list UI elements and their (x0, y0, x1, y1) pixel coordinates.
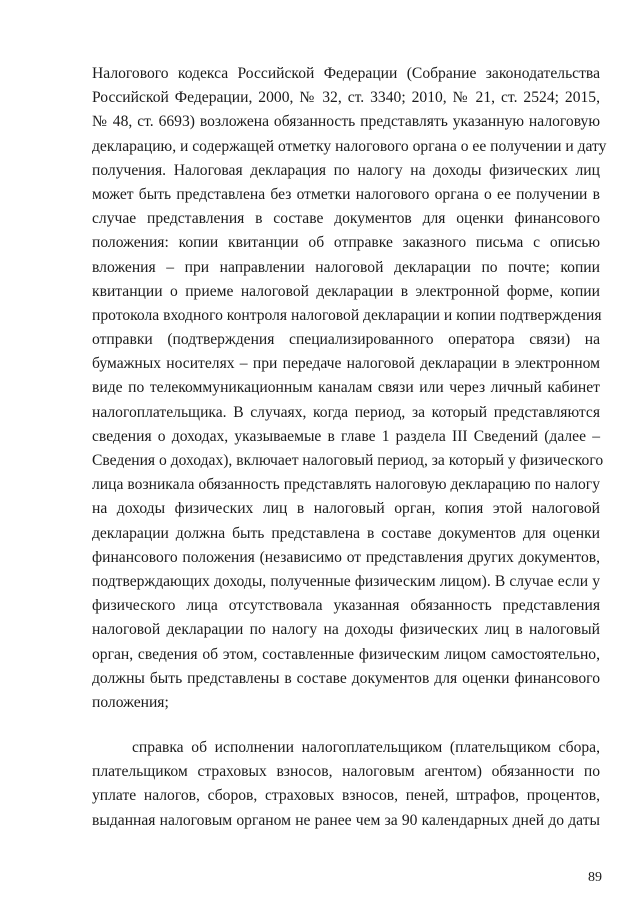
text-line: положения; (92, 693, 169, 711)
text-line: налоговой декларации по налогу на доходы физических лиц в налоговый (92, 621, 600, 639)
text-line: выданная налоговым органом не ранее чем за 90 календарных дней до даты (92, 811, 600, 829)
text-line: виде по телекоммуникационным каналам связи или через личный кабинет (92, 379, 600, 397)
text-line: протокола входного контроля налоговой декларации и копии подтверждения (92, 306, 602, 324)
text-line: уплате налогов, сборов, страховых взносов, пеней, штрафов, процентов, (92, 787, 600, 805)
text-line: Налогового кодекса Российской Федерации (Собрание законодательства (92, 65, 600, 82)
text-line: декларацию, и содержащей отметку налогового органа о ее получении и дату (92, 137, 607, 155)
text-line: плательщиком страховых взносов, налоговым агентом) обязанности по (92, 763, 600, 781)
text-line: может быть представлена без отметки налогового органа о ее получении в (92, 185, 600, 203)
page-number: 89 (588, 870, 602, 885)
text-line: бумажных носителях – при передаче налоговой декларации в электронном (92, 355, 600, 373)
text-line: положения: копии квитанции об отправке заказного письма с описью (92, 234, 600, 252)
text-line: квитанции о приеме налоговой декларации в электронной форме, копии (92, 282, 600, 300)
text-line: получения. Налоговая декларация по налогу на доходы физических лиц (92, 161, 600, 179)
text-line: № 48, ст. 6693) возложена обязанность представлять указанную налоговую (92, 113, 600, 131)
text-line: случае представления в составе документов для оценки финансового (92, 210, 600, 228)
text-line: подтверждающих доходы, полученные физическим лицом). В случае если у (92, 572, 600, 590)
text-line: на доходы физических лиц в налоговый орган, копия этой налоговой (92, 500, 600, 518)
paragraph-tax-certificate (92, 736, 600, 833)
text-line: орган, сведения об этом, составленные физическим лицом самостоятельно, (92, 645, 600, 663)
text-line: Российской Федерации, 2000, № 32, ст. 3340; 2010, № 21, ст. 2524; 2015, (92, 89, 600, 107)
text-line: финансового положения (независимо от представления других документов, (92, 548, 600, 566)
text-line: лица возникала обязанность представлять налоговую декларацию по налогу (92, 476, 600, 494)
paragraph-continued (92, 62, 607, 715)
text-line: вложения – при направлении налоговой декларации по почте; копии (92, 258, 600, 276)
text-line: должны быть представлены в составе документов для оценки финансового (92, 669, 600, 687)
text-line: налогоплательщика. В случаях, когда период, за который представляются (92, 403, 600, 421)
text-line: отправки (подтверждения специализированного оператора связи) на (92, 331, 600, 349)
text-line: сведения о доходах, указываемые в главе 1 раздела III Сведений (далее – (92, 427, 600, 445)
text-line: справка об исполнении налогоплательщиком (плательщиком сбора, (132, 739, 600, 756)
text-line: декларации должна быть представлена в составе документов для оценки (92, 524, 600, 542)
text-line: физического лица отсутствовала указанная обязанность представления (92, 597, 600, 615)
text-line: Сведения о доходах), включает налоговый период, за который у физического (92, 452, 604, 469)
